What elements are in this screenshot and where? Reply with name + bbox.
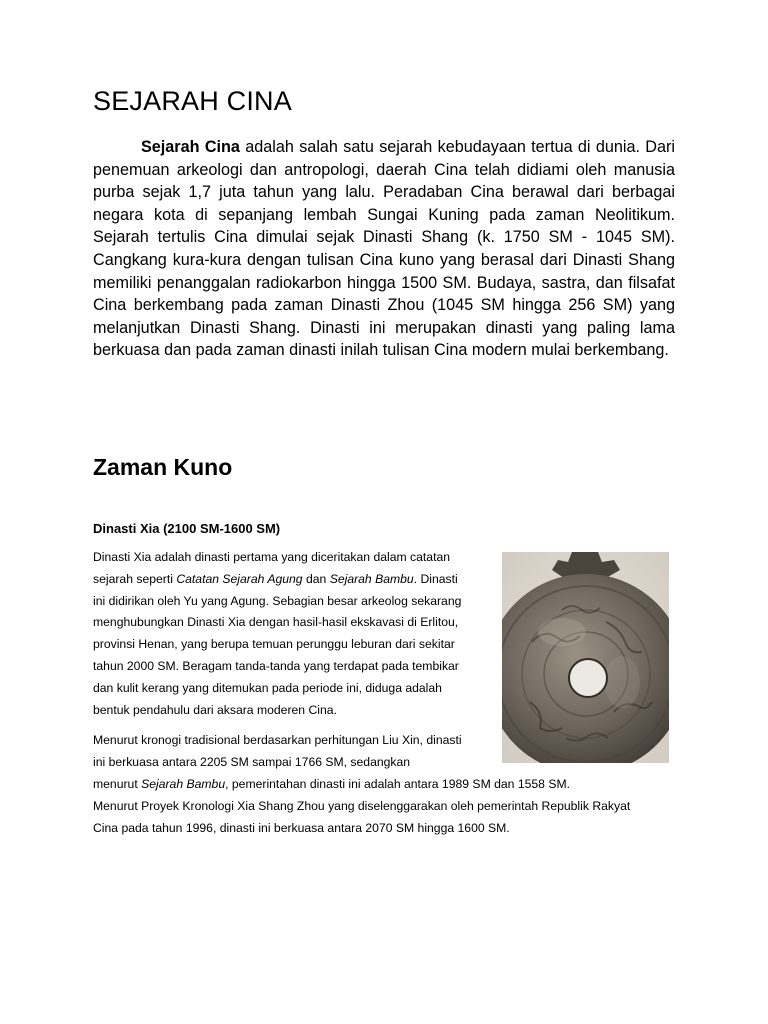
text-run: menurut [93, 777, 142, 791]
book-title-italic: Catatan Sejarah Agung [176, 571, 303, 586]
paragraph-line [93, 774, 693, 796]
bronze-disc-illustration [502, 552, 669, 763]
paragraph-line: tahun 2000 SM. Beragam tanda-tanda yang terdapat pada tembikar [93, 658, 459, 673]
paragraph-line: Menurut kronogi tradisional berdasarkan perhitungan Liu Xin, dinasti [93, 733, 462, 747]
text-run: . Dinasti [413, 571, 458, 586]
text-run: , pemerintahan dinasti ini adalah antara 1989 SM dan 1558 SM. [225, 777, 570, 791]
bronze-disc-photo [502, 552, 669, 763]
paragraph-line: bentuk pendahulu dari aksara moderen Cina. [93, 702, 337, 717]
paragraph-line: provinsi Henan, yang berupa temuan perunggu leburan dari sekitar [93, 637, 455, 652]
section-heading: Zaman Kuno [93, 454, 233, 480]
intro-bold-lead: Sejarah Cina [141, 138, 240, 156]
paragraph-dinasti-xia [93, 547, 488, 721]
paragraph-sejarah-bambu [93, 774, 693, 839]
book-title-italic: Sejarah Bambu [141, 777, 226, 791]
text-run: sejarah seperti [93, 571, 177, 586]
paragraph-line: dan kulit kerang yang ditemukan pada periode ini, diduga adalah [93, 680, 442, 695]
paragraph-line: Cina pada tahun 1996, dinasti ini berkuasa antara 2070 SM hingga 1600 SM. [93, 820, 510, 835]
paragraph-line: menghubungkan Dinasti Xia dengan hasil-hasil ekskavasi di Erlitou, [93, 615, 459, 630]
disc-highlight [604, 656, 640, 708]
disc-highlight [538, 618, 586, 646]
document-title: SEJARAH CINA [93, 86, 292, 116]
paragraph-line [93, 569, 488, 591]
text-run: dan [302, 571, 330, 586]
intro-paragraph [93, 136, 675, 362]
paragraph-line: Dinasti Xia adalah dinasti pertama yang diceritakan dalam catatan [93, 550, 451, 564]
paragraph-line: ini didirikan oleh Yu yang Agung. Sebagian besar arkeolog sekarang [93, 593, 462, 608]
paragraph-kronologi [93, 730, 488, 774]
book-title-italic: Sejarah Bambu [329, 571, 414, 586]
intro-text: adalah salah satu sejarah kebudayaan tertua di dunia. Dari penemuan arkeologi dan antropologi, daerah Cina telah didiami oleh manusia purba sejak 1,7 juta tahun yang lalu. Peradaban Cina berawal dari berbagai negara kota di sepanjang lembah Sungai Kuning pada zaman Neolitikum. Sejarah tertulis Cina dimulai sejak Dinasti Shang (k. 1750 SM - 1045 SM). Cangkang kura-kura dengan tulisan Cina kuno yang berasal dari Dinasti Shang memiliki penanggalan radiokarbon hingga 1500 SM. Budaya, sastra, dan filsafat Cina berkembang pada zaman Dinasti Zhou (1045 SM hingga 256 SM) yang melanjutkan Dinasti Shang. Dinasti ini merupakan dinasti yang paling lama berkuasa dan pada zaman dinasti inilah tulisan Cina modern mulai berkembang. [93, 138, 675, 360]
sub-heading: Dinasti Xia (2100 SM-1600 SM) [93, 521, 281, 536]
paragraph-line: ini berkuasa antara 2205 SM sampai 1766 SM, sedangkan [93, 754, 411, 769]
paragraph-line: Menurut Proyek Kronologi Xia Shang Zhou yang diselenggarakan oleh pemerintah Republik Rakyat [93, 798, 631, 813]
